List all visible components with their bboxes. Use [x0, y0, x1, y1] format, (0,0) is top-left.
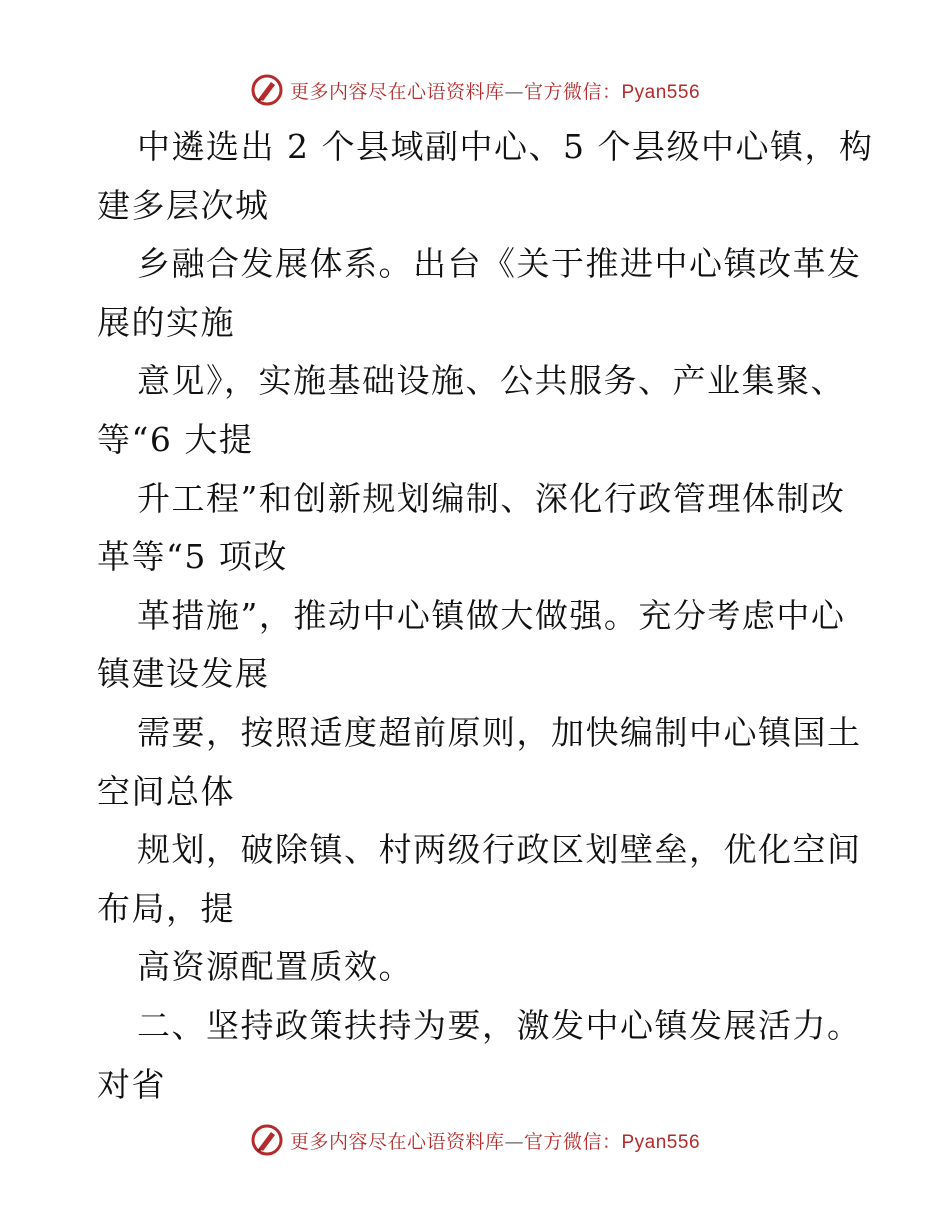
text-line: 意见》，实施基础设施、公共服务、产业集聚、 — [137, 361, 845, 401]
text-line: 革措施”，推动中心镇做大做强。充分考虑中心 — [137, 595, 846, 635]
watermark-right-text: 官方微信： — [523, 1130, 622, 1153]
text-line: 对省 — [97, 1064, 166, 1104]
watermark-text — [290, 77, 700, 104]
pen-logo-icon — [250, 73, 284, 107]
footer-watermark — [0, 1120, 950, 1160]
text-line: 规划，破除镇、村两级行政区划壁垒，优化空间 — [137, 830, 862, 870]
watermark-wechat-id: Pyan556 — [621, 1131, 701, 1153]
watermark-wechat-id: Pyan556 — [621, 81, 701, 103]
text-line: 中遴选出 2 个县域副中心、5 个县级中心镇，构 — [137, 127, 874, 166]
watermark-left-text: 更多内容尽在心语资料库 — [289, 1130, 505, 1153]
text-line: 革等“5 项改 — [97, 537, 288, 577]
watermark-separator: — — [504, 80, 524, 103]
text-line: 展的实施 — [97, 302, 235, 342]
text-line: 等“6 大提 — [97, 419, 254, 459]
document-body — [97, 118, 874, 1114]
text-line: 镇建设发展 — [97, 654, 270, 694]
text-line: 二、坚持政策扶持为要，激发中心镇发展活力。 — [137, 1005, 862, 1045]
text-line: 布局，提 — [97, 888, 235, 928]
text-line: 乡融合发展体系。出台《关于推进中心镇改革发 — [137, 244, 862, 284]
watermark-separator: — — [504, 1130, 524, 1153]
watermark-left-text: 更多内容尽在心语资料库 — [289, 80, 505, 103]
text-line: 升工程”和创新规划编制、深化行政管理体制改 — [137, 478, 846, 518]
header-watermark — [0, 70, 950, 110]
watermark-text — [290, 1127, 700, 1154]
text-line: 需要，按照适度超前原则，加快编制中心镇国土 — [137, 712, 862, 752]
watermark-right-text: 官方微信： — [523, 80, 622, 103]
text-line: 建多层次城 — [97, 185, 270, 225]
text-line: 高资源配置质效。 — [137, 947, 413, 987]
pen-logo-icon — [250, 1123, 284, 1157]
text-line: 空间总体 — [97, 771, 235, 811]
